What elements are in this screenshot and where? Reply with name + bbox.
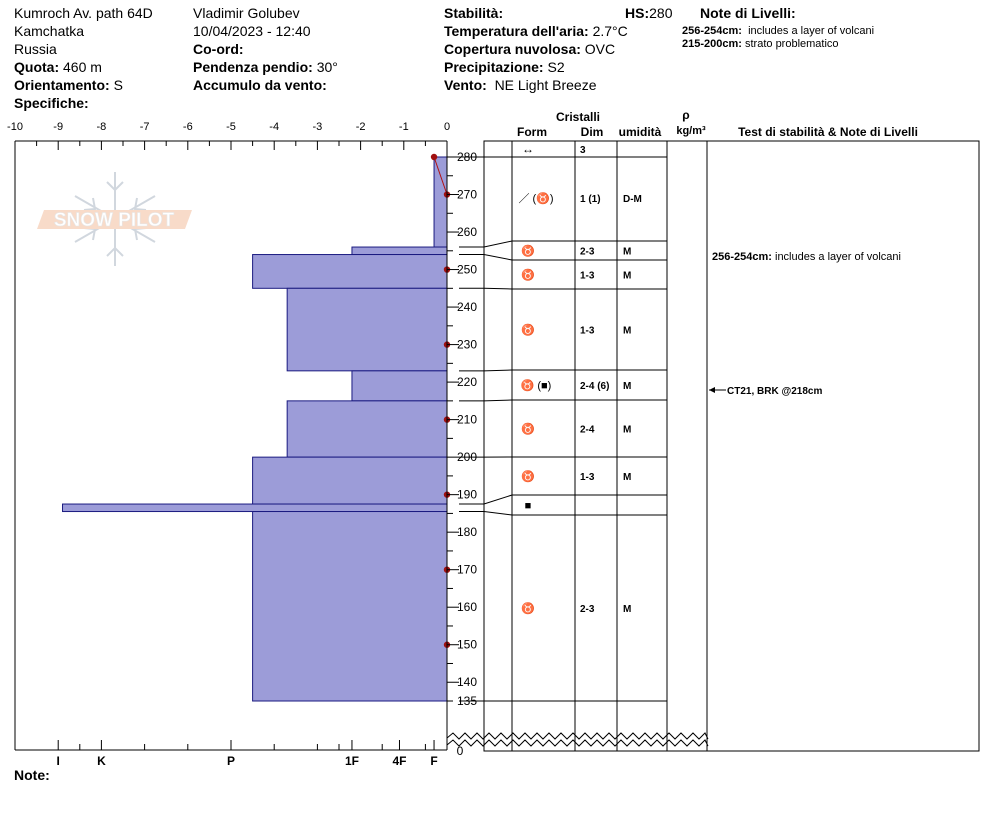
quota-label: Quota:	[14, 59, 60, 75]
hardness-bar	[253, 457, 447, 504]
depth-tick-label: 200	[456, 450, 478, 465]
layer-form: ♉	[521, 324, 535, 337]
observation-datetime: 10/04/2023 - 12:40	[193, 23, 311, 39]
depth-tick-label: 135	[456, 694, 478, 708]
layer-dim: 1-3	[580, 472, 595, 483]
layer-wetness: M	[623, 424, 632, 436]
hardness-tick-label: K	[97, 754, 106, 768]
temp-tick-label: -5	[226, 121, 236, 133]
layer-note-2-range: 215-200cm:	[682, 38, 742, 50]
country-name: Russia	[14, 41, 57, 57]
depth-tick-label: 180	[456, 525, 478, 540]
layer-form: ♉	[521, 471, 535, 483]
layer-wetness: M	[623, 604, 632, 615]
col-cristalli: Cristalli	[555, 110, 601, 124]
row-connector	[459, 255, 512, 260]
col-form: Form	[517, 125, 547, 139]
col-rho: ρ	[682, 108, 690, 122]
orientation-value: S	[113, 77, 123, 93]
layer-note-1-text: includes a layer of volcani	[748, 25, 875, 37]
temp-tick-label: -10	[7, 121, 23, 133]
hardness-tick-label: 1F	[344, 754, 359, 768]
wind-load-label: Accumulo da vento:	[193, 77, 327, 93]
depth-tick-label: 140	[456, 675, 478, 690]
temp-tick-label: -6	[182, 121, 193, 133]
layer-table-frame	[484, 141, 979, 751]
layer-wetness: M	[623, 325, 632, 337]
spec-label: Specifiche:	[14, 95, 89, 111]
hardness-bar	[434, 157, 447, 247]
test-arrowhead	[709, 387, 715, 393]
layer-wetness: M	[623, 472, 632, 483]
temp-tick-label: -3	[312, 121, 323, 133]
layer-form: ♉	[521, 245, 535, 258]
layer-note-1-range: 256-254cm:	[682, 25, 742, 37]
snowpilot-logo	[37, 172, 192, 266]
orientation-label: Orientamento:	[14, 77, 110, 93]
stability-test-note: CT21, BRK @218cm	[727, 386, 823, 397]
layer-form: ♉	[521, 603, 535, 615]
hardness-bar	[287, 288, 447, 371]
depth-tick-label: 150	[456, 637, 478, 652]
temp-tick-label: -1	[398, 121, 409, 133]
row-connector	[459, 288, 512, 289]
quota-value: 460 m	[63, 59, 102, 75]
logo-text: SNOW PILOT	[53, 210, 175, 231]
hardness-bar	[253, 512, 447, 701]
layer-form: ／ (♉)	[518, 193, 554, 205]
depth-break-zigzag	[447, 733, 708, 739]
observer-name: Vladimir Golubev	[193, 5, 300, 21]
layer-wetness: M	[623, 246, 632, 258]
temp-point	[431, 154, 437, 160]
layer-dim: 1 (1)	[580, 194, 601, 205]
cloud-value: OVC	[584, 41, 616, 57]
layer-dim: 2-4 (6)	[580, 381, 610, 392]
airtemp-value: 2.7°C	[592, 23, 628, 39]
layer-form: ♉ (■)	[520, 380, 552, 392]
temp-tick-label: -9	[53, 121, 64, 133]
hardness-tick-label: P	[226, 754, 236, 768]
col-tests: Test di stabilità & Note di Livelli	[738, 125, 918, 139]
layer-dim: 1-3	[580, 270, 595, 282]
layer-notes-title: Note di Livelli:	[700, 5, 796, 21]
hs-label: HS:	[625, 5, 650, 21]
row-connector	[459, 241, 512, 247]
wind-label: Vento:	[444, 77, 487, 93]
layer-dim: 2-3	[580, 246, 595, 258]
hardness-bar	[287, 401, 447, 457]
hardness-tick-label: 4F	[392, 754, 407, 768]
coord-label: Co-ord:	[193, 41, 244, 57]
hardness-bar	[63, 504, 447, 512]
layer-dim: 2-4	[580, 424, 595, 436]
wind-value: NE Light Breeze	[494, 77, 597, 93]
slope-label: Pendenza pendio:	[193, 59, 313, 75]
layer-note-range: 256-254cm:	[712, 251, 772, 263]
depth-tick-label: 250	[456, 262, 478, 277]
depth-tick-label: 260	[456, 225, 478, 240]
temp-tick-label: 0	[443, 121, 451, 133]
depth-tick-label: 280	[456, 150, 478, 164]
surface-dim: 3	[580, 145, 586, 156]
hardness-bar	[352, 247, 447, 255]
stability-label: Stabilità:	[444, 5, 504, 21]
surface-form: ↔	[522, 142, 534, 156]
layer-note	[712, 251, 901, 263]
layer-form: ♉	[521, 269, 535, 282]
hardness-tick-label: I	[56, 754, 60, 768]
layer-note-text: includes a layer of volcani	[771, 251, 901, 263]
hardness-bar	[253, 255, 447, 289]
note-label: Note:	[14, 767, 50, 783]
region-name: Kamchatka	[14, 23, 85, 39]
layer-wetness: M	[623, 381, 632, 392]
temp-tick-label: -2	[355, 121, 366, 133]
col-dim: Dim	[580, 125, 604, 139]
slope-value: 30°	[316, 59, 338, 75]
depth-tick-label: 230	[456, 337, 478, 352]
temp-tick-label: -4	[269, 121, 280, 133]
precip-value: S2	[547, 59, 565, 75]
layer-note-2-text: strato problematico	[745, 38, 839, 50]
layer-dim: 2-3	[580, 604, 595, 615]
cloud-label: Copertura nuvolosa:	[444, 41, 581, 57]
row-connector	[459, 400, 512, 401]
depth-tick-label: 170	[456, 562, 478, 577]
layer-wetness: D-M	[623, 194, 642, 205]
depth-tick-label: 160	[456, 600, 478, 615]
depth-break-zigzag	[447, 740, 708, 746]
depth-tick-label: 220	[456, 375, 478, 390]
hardness-bar	[352, 371, 447, 401]
depth-tick-label: 190	[456, 487, 478, 502]
depth-tick-label: 270	[456, 187, 478, 202]
temp-tick-label: -7	[139, 121, 150, 133]
precip-label: Precipitazione:	[444, 59, 544, 75]
col-rho-unit: kg/m³	[676, 125, 706, 137]
depth-bottom-label: 0	[456, 744, 464, 758]
col-umidita: umidità	[618, 125, 662, 139]
airtemp-label: Temperatura dell'aria:	[444, 23, 589, 39]
layer-form: ♉	[521, 423, 535, 436]
depth-tick-label: 240	[456, 300, 478, 315]
hs-value: 280	[649, 5, 673, 21]
depth-tick-label: 210	[456, 412, 478, 427]
layer-wetness: M	[623, 270, 632, 282]
hardness-tick-label: F	[430, 754, 438, 768]
layer-form: ■	[524, 500, 532, 512]
temp-tick-label: -8	[96, 121, 107, 133]
row-connector	[459, 370, 512, 371]
location-name: Kumroch Av. path 64D	[14, 5, 153, 21]
layer-dim: 1-3	[580, 325, 595, 337]
row-connector	[459, 512, 512, 515]
